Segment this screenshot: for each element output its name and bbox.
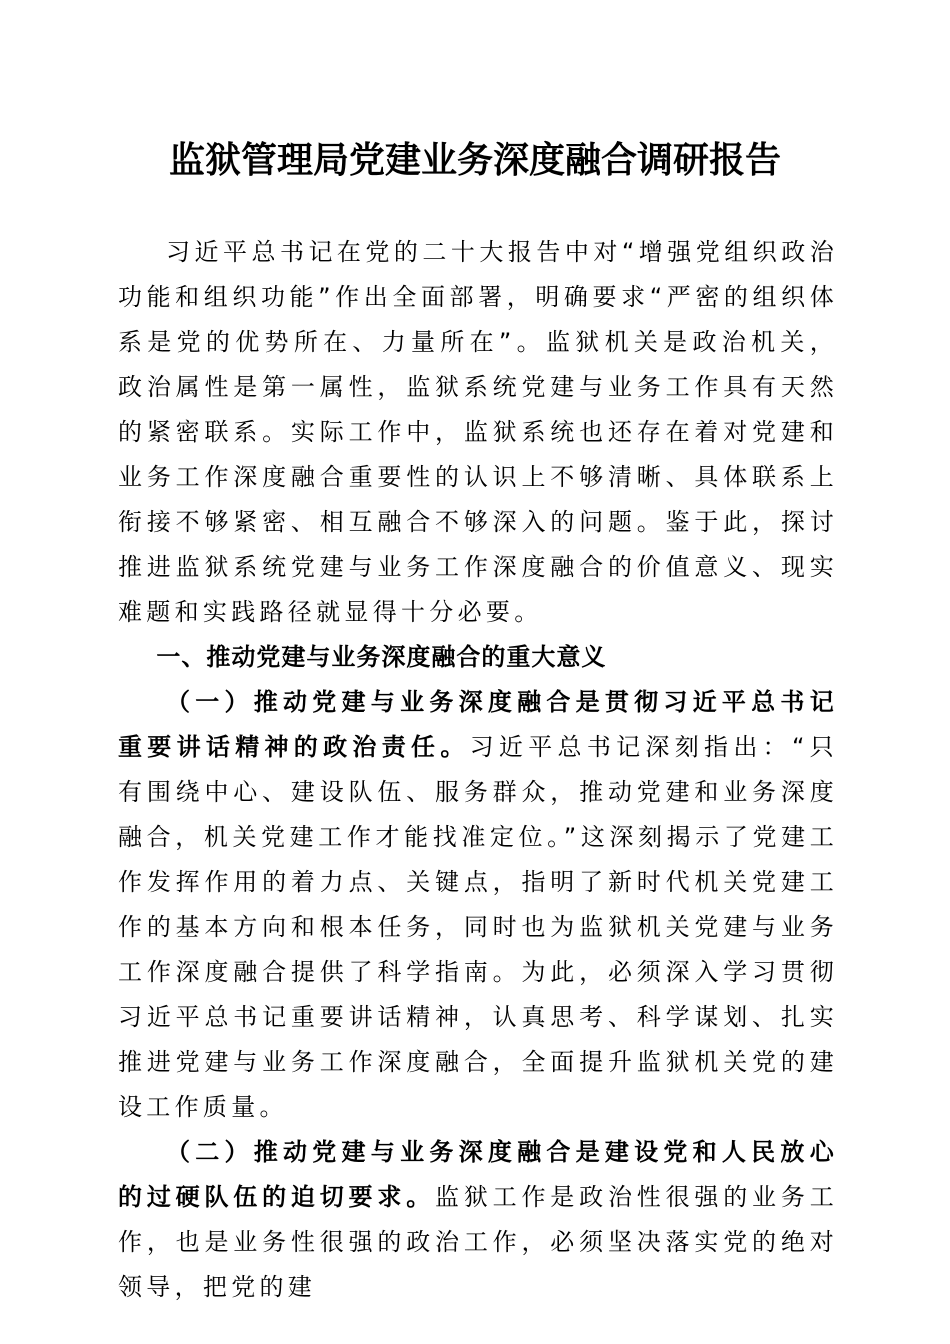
intro-paragraph: 习近平总书记在党的二十大报告中对“增强党组织政治功能和组织功能”作出全面部署，明确要求“严密的组织体系是党的优势所在、力量所在”。监狱机关是政治机关，政治属性是第一属性，监狱系统党建与业务工作具有天然的紧密联系。实际工作中，监狱系统也还存在着对党建和业务工作深度融合重要性的认识上不够清晰、具体联系上衔接不够紧密、相互融合不够深入的问题。鉴于此，探讨推进监狱系统党建与业务工作深度融合的价值意义、现实难题和实践路径就显得十分必要。 <box>118 238 838 626</box>
paragraph-lead-2: （二）推动党建与业务深度融合是建设党和人民放心的过硬队伍的迫切要求。 <box>118 1138 838 1211</box>
paragraph-text-1: 习近平总书记深刻指出：“只有围绕中心、建设队伍、服务群众，推动党建和业务深度融合，机关党建工作才能找准定位。”这深刻揭示了党建工作发挥作用的着力点、关键点，指明了新时代机关党建工作的基本方向和根本任务，同时也为监狱机关党建与业务工作深度融合提供了科学指南。为此，必须深入学习贯彻习近平总书记重要讲话精神，认真思考、科学谋划、扎实推进党建与业务工作深度融合，全面提升监狱机关党的建设工作质量。 <box>118 733 838 1121</box>
section-heading-1: 一、推动党建与业务深度融合的重大意义 <box>156 643 607 671</box>
paragraph-text-2: 监狱工作是政治性很强的业务工作，也是业务性很强的政治工作，必须坚决落实党的绝对领导，把党的建 <box>118 1183 838 1301</box>
document-title: 监狱管理局党建业务深度融合调研报告 <box>168 139 781 181</box>
paragraph-lead-1: （一）推动党建与业务深度融合是贯彻习近平总书记重要讲话精神的政治责任。 <box>118 688 838 761</box>
section1-paragraph-2 <box>118 1130 838 1310</box>
section1-paragraph-1 <box>118 680 838 1130</box>
document-body <box>118 230 838 1310</box>
